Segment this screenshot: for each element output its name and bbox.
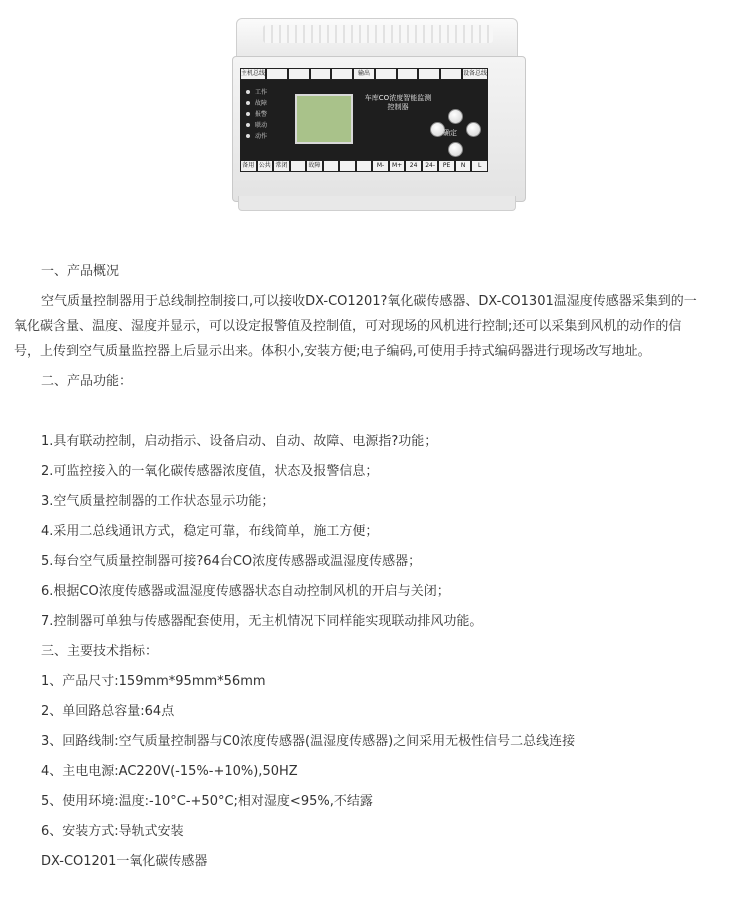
terminal-label	[290, 160, 307, 172]
list-item: 4.采用二总线通讯方式，稳定可靠，布线简单，施工方便；	[41, 524, 379, 539]
device-down-button	[448, 142, 463, 157]
section-heading-functions: 二、产品功能：	[41, 374, 133, 389]
terminal-label: PE	[438, 160, 455, 172]
terminal-label: 24-	[422, 160, 439, 172]
led-icon	[246, 90, 250, 94]
terminal-label: 故障	[306, 160, 323, 172]
spec-item: 6、安装方式:导轨式安装	[41, 824, 184, 839]
device-right-button	[466, 122, 481, 137]
terminal-label: L	[471, 160, 488, 172]
terminal-label: 设备总线	[462, 68, 488, 80]
terminal-label: M+	[389, 160, 406, 172]
terminal-label	[339, 160, 356, 172]
section-heading-specs: 三、主要技术指标：	[41, 644, 159, 659]
list-item: 5.每台空气质量控制器可接?64台CO浓度传感器或温湿度传感器；	[41, 554, 422, 569]
terminal-label: 备用	[240, 160, 257, 172]
spec-item: 2、单回路总容量:64点	[41, 704, 175, 719]
terminal-label	[288, 68, 310, 80]
led-icon	[246, 101, 250, 105]
footer-product-name: DX-CO1201一氧化碳传感器	[41, 854, 208, 869]
paragraph-line: 号，上传到空气质量监控器上后显示出来。体积小,安装方便;电子编码,可使用手持式编码器进行现场改写地址。	[14, 344, 651, 359]
led-label: 工作	[255, 89, 268, 96]
terminal-label	[310, 68, 332, 80]
list-item: 1.具有联动控制，启动指示、设备启动、自动、故障、电源指?功能；	[41, 434, 438, 449]
terminal-label	[440, 68, 462, 80]
terminal-label	[418, 68, 440, 80]
led-icon	[246, 112, 250, 116]
device-rail-clip	[238, 196, 516, 211]
terminal-strip-bottom	[240, 160, 488, 172]
device-front-panel	[240, 68, 488, 172]
spec-item: 4、主电电源:AC220V(-15%-+10%),50HZ	[41, 764, 298, 779]
list-item: 6.根据CO浓度传感器或温湿度传感器状态自动控制风机的开启与关闭；	[41, 584, 450, 599]
terminal-label: 主机总线	[240, 68, 266, 80]
led-label: 动作	[255, 133, 268, 140]
terminal-label: N	[455, 160, 472, 172]
led-label: 联动	[255, 122, 268, 129]
paragraph-line: 氧化碳含量、温度、湿度并显示，可以设定报警值及控制值，可对现场的风机进行控制;还可以采集到风机的动作的信	[14, 319, 682, 334]
terminal-label	[331, 68, 353, 80]
led-icon	[246, 123, 250, 127]
terminal-label	[397, 68, 419, 80]
terminal-label	[356, 160, 373, 172]
led-icon	[246, 134, 250, 138]
terminal-label: 常闭	[273, 160, 290, 172]
list-item: 3.空气质量控制器的工作状态显示功能；	[41, 494, 275, 509]
led-label: 故障	[255, 100, 268, 107]
terminal-label	[323, 160, 340, 172]
lcd-screen	[295, 94, 353, 144]
terminal-label	[375, 68, 397, 80]
section-heading-overview: 一、产品概况	[41, 264, 120, 279]
list-item: 7.控制器可单独与传感器配套使用，无主机情况下同样能实现联动排风功能。	[41, 614, 483, 629]
terminal-label: 公共	[257, 160, 274, 172]
terminal-label: 输出	[353, 68, 375, 80]
device-vent-ribs	[263, 25, 493, 43]
terminal-strip-top	[240, 68, 488, 80]
device-ok-label: 确定	[443, 129, 457, 137]
paragraph-line: 空气质量控制器用于总线制控制接口,可以接收DX-CO1201?氧化碳传感器、DX-CO1301温湿度传感器采集到的一	[41, 294, 697, 309]
status-leds	[246, 86, 267, 141]
terminal-label: 24	[405, 160, 422, 172]
product-image	[232, 18, 526, 212]
led-label: 报警	[255, 111, 268, 118]
device-up-button	[448, 109, 463, 124]
device-title: 车库CO浓度智能监测控制器	[364, 94, 432, 111]
list-item: 2.可监控接入的一氧化碳传感器浓度值，状态及报警信息；	[41, 464, 379, 479]
terminal-label: M-	[372, 160, 389, 172]
spec-item: 5、使用环境:温度:-10°C-+50°C;相对湿度<95%,不结露	[41, 794, 373, 809]
terminal-label	[266, 68, 288, 80]
spec-item: 1、产品尺寸:159mm*95mm*56mm	[41, 674, 266, 689]
spec-item: 3、回路线制:空气质量控制器与C0浓度传感器(温湿度传感器)之间采用无极性信号二总线连接	[41, 734, 576, 749]
